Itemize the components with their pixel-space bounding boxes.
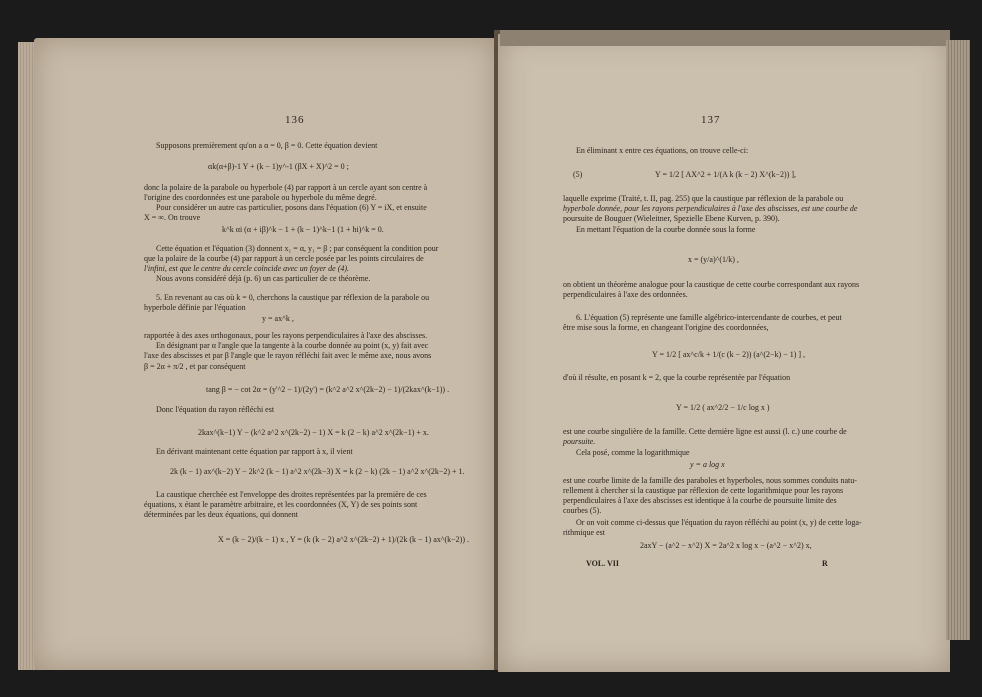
volume-footer: VOL. VII xyxy=(586,559,620,568)
equation: y = ax^k , xyxy=(262,314,294,323)
text-line: rellement à chercher si la caustique par réflexion de cette logarithmique pour les rayons xyxy=(563,486,844,495)
text-line: Donc l'équation du rayon réfléchi est xyxy=(156,405,275,414)
text-line: Pour considérer un autre cas particulier, posons dans l'équation (6) Y = iX, et ensuite xyxy=(156,203,427,212)
equation: 2k (k − 1) ax^(k−2) Y − 2k^2 (k − 1) a^2 x^(2k−3) X = k (2 − k) (2k − 1) a^2 x^(2k−2) + 1. xyxy=(170,467,465,476)
text-line: En dérivant maintenant cette équation par rapport à x, il vient xyxy=(156,447,353,456)
text-line: rapportée à des axes orthogonaux, pour les rayons perpendiculaires à l'axe des abscisses. xyxy=(144,331,428,340)
text-line: l'infini, est que le centre du cercle coïncide avec un foyer de (4). xyxy=(144,264,350,273)
text-line: l'origine des coordonnées est une parabole ou hyperbole du même degré. xyxy=(144,193,377,202)
text-line: déterminées par les deux équations, qui donnent xyxy=(144,510,298,519)
equation-label: (5) xyxy=(573,170,583,179)
text-line: équations, x étant le paramètre arbitraire, et les coordonnées (X, Y) de ses points sont xyxy=(144,500,418,509)
text-line: on obtient un théorème analogue pour la caustique de cette courbe correspondant aux rayons xyxy=(563,280,860,289)
right-page-top-edge xyxy=(500,30,950,46)
text-line: Cette équation et l'équation (3) donnent x₁ = α, y₁ = β ; par conséquent la condition pour xyxy=(156,244,439,253)
text-line: Cela posé, comme la logarithmique xyxy=(576,448,690,457)
text-line: perpendiculaires à l'axe des ordonnées. xyxy=(563,290,688,299)
equation: 2kax^(k−1) Y − (k^2 a^2 x^(2k−2) − 1) X = k (2 − k) a^2 x^(2k−1) + x. xyxy=(198,428,429,437)
text-line: En mettant l'équation de la courbe donnée sous la forme xyxy=(576,225,756,234)
text-line: Supposons premièrement qu'on a α = 0, β = 0. Cette équation devient xyxy=(156,141,378,150)
section-5-line: 5. En revenant au cas où k = 0, cherchons la caustique par réflexion de la parabole ou xyxy=(156,293,430,302)
equation: 2axY − (a^2 − x^2) X = 2a^2 x log x − (a^2 − x^2) x, xyxy=(640,541,812,550)
equation: Y = 1/2 [ ax^c/k + 1/(c (k − 2)) (a^(2−k) − 1) ] , xyxy=(652,350,806,359)
text-line: est une courbe limite de la famille des paraboles et hyperboles, nous sommes conduits natu- xyxy=(563,476,857,485)
equation: Y = 1/2 ( ax^2/2 − 1/c log x ) xyxy=(676,403,770,412)
text-line: rithmique est xyxy=(563,528,605,537)
right-page-number: 137 xyxy=(701,114,721,126)
text-line: courbes (5). xyxy=(563,506,602,515)
equation: y = a log x xyxy=(690,460,725,469)
text-line: être mise sous la forme, en changeant l'origine des coordonnées, xyxy=(563,323,769,332)
text-line: hyperbole donnée, pour les rayons perpendiculaires à l'axe des abscisses, est une courbe de xyxy=(563,204,858,213)
text-line: d'où il résulte, en posant k = 2, que la courbe représentée par l'équation xyxy=(563,373,791,382)
text-line: En désignant par α l'angle que la tangente à la courbe donnée au point (x, y) fait avec xyxy=(156,341,429,350)
equation: k^k αi (α + iβ)^k − 1 + (k − 1)^k−1 (1 + hi)^k = 0. xyxy=(222,225,384,234)
text-line: donc la polaire de la parabole ou hyperbole (4) par rapport à un cercle ayant son centre à xyxy=(144,183,428,192)
equation: x = (y/a)^(1/k) , xyxy=(688,255,739,264)
section-6-line: 6. L'équation (5) représente une famille algébrico-intercendante de courbes, et peut xyxy=(576,313,842,322)
equation: X = (k − 2)/(k − 1) x , Y = (k (k − 2) a^2 x^(2k−2) + 1)/(2k (k − 1) ax^(k−2)) . xyxy=(218,535,469,544)
text-line: En éliminant x entre ces équations, on trouve celle-ci: xyxy=(576,146,749,155)
left-page-number: 136 xyxy=(285,114,305,126)
equation: Y = 1/2 [ AX^2 + 1/(A k (k − 2) X^(k−2)) ], xyxy=(655,170,797,179)
text-line: poursuite. xyxy=(563,437,596,446)
text-line: X = ∞. On trouve xyxy=(144,213,201,222)
text-line: l'axe des abscisses et par β l'angle que le rayon réfléchi fait avec le même axe, nous avons xyxy=(144,351,432,360)
text-line: Nous avons considéré déjà (p. 6) un cas particulier de ce théorème. xyxy=(156,274,371,283)
text-line: perpendiculaires à l'axe des abscisses est identique à la courbe de poursuite limite des xyxy=(563,496,837,505)
text-line: laquelle exprime (Traité, t. II, pag. 255) que la caustique par réflexion de la parabole ou xyxy=(563,194,844,203)
text-line: β = 2α + π/2 , et par conséquent xyxy=(144,362,246,371)
text-line: est une courbe singulière de la famille. Cette dernière ligne est aussi (l. c.) une courbe de xyxy=(563,427,847,436)
text-line: hyperbole définie par l'équation xyxy=(144,303,246,312)
signature-mark: R xyxy=(822,559,828,568)
text-line: Or on voit comme ci-dessus que l'équation du rayon réfléchi au point (x, y) de cette loga- xyxy=(576,518,862,527)
text-line: poursuite de Bouguer (Wieleitner, Spezielle Ebene Kurven, p. 390). xyxy=(563,214,780,223)
text-line: La caustique cherchée est l'enveloppe des droites représentées par la première de ces xyxy=(156,490,427,499)
text-line: que la polaire de la courbe (4) par rapport à un cercle posée par les points circulaires de xyxy=(144,254,424,263)
right-page-edges xyxy=(946,40,970,640)
equation: αk(α+β)-1 Y + (k − 1)y^-1 (βX + X)^2 = 0 ; xyxy=(208,162,349,171)
equation: tang β = − cot 2α = (y'^2 − 1)/(2y') = (k^2 a^2 x^(2k−2) − 1)/(2kax^(k−1)) . xyxy=(206,385,450,394)
